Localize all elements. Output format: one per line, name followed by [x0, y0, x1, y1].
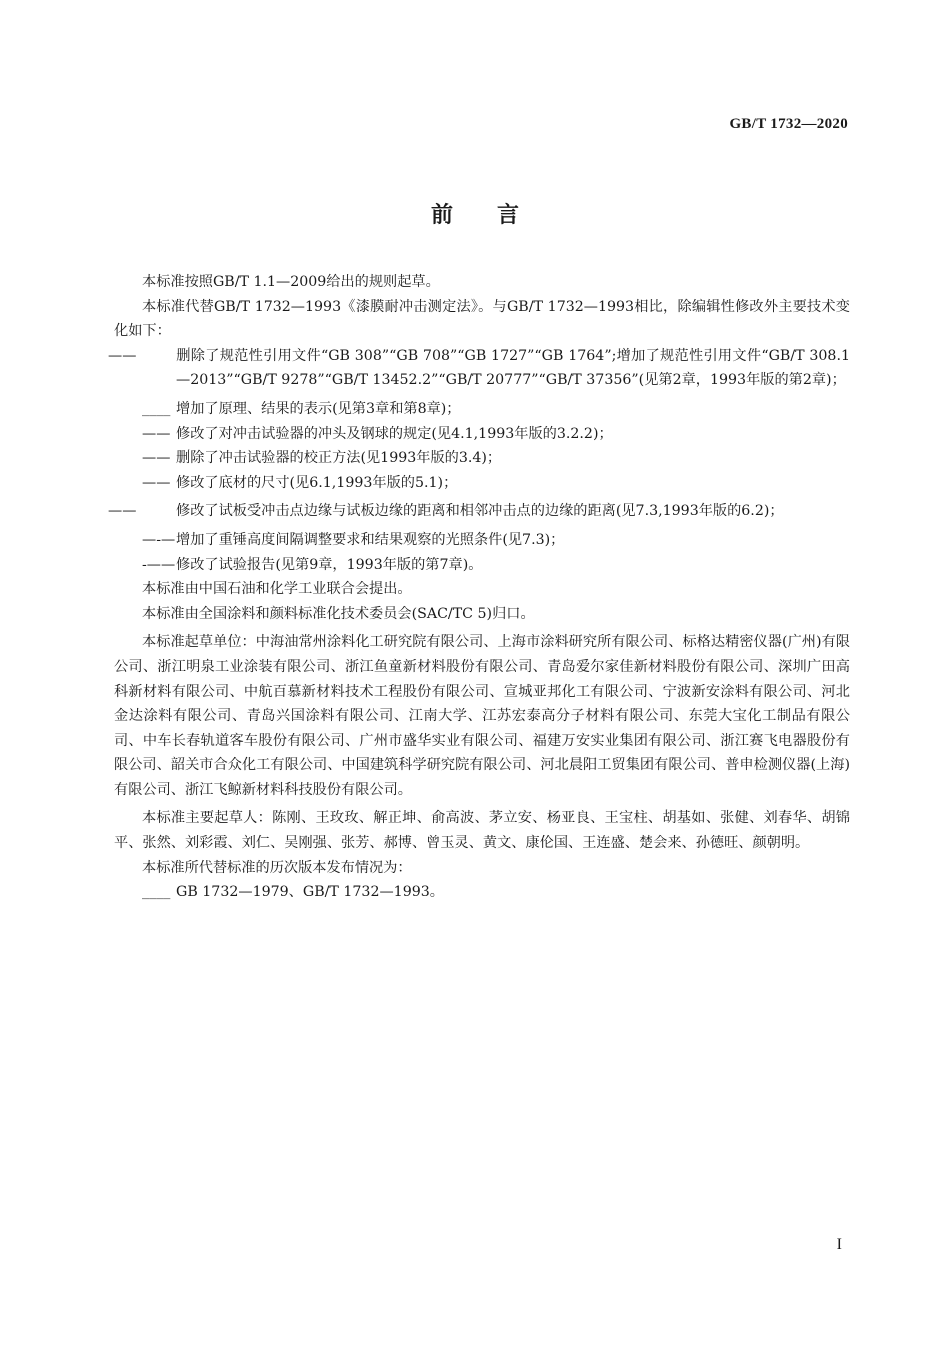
page-title: 前言 [430, 203, 563, 228]
history-text: GB 1732—1979、GB/T 1732—1993。 [176, 884, 444, 901]
change-dash: —— [142, 450, 171, 467]
change-text: 删除了冲击试验器的校正方法(见1993年版的3.4)； [176, 450, 502, 467]
change-dash: —— [108, 347, 137, 364]
standard-code: GB/T 1732—2020 [729, 116, 848, 132]
change-item [108, 344, 850, 393]
paragraph-drafting-units: 本标准起草单位：中海油常州涂料化工研究院有限公司、上海市涂料研究所有限公司、标格达精密仪器(广州)有限公司、浙江明泉工业涂装有限公司、浙江鱼童新材料股份有限公司、青岛爱尔家佳新材料股份有限公司、深圳广田高科新材料有限公司、中航百慕新材料技术工程股份有限公司、宣城亚邦化工有限公司、宁波新安涂料有限公司、河北金达涂料有限公司、青岛兴国涂料有限公司、江南大学、江苏宏泰高分子材料有限公司、东莞大宝化工制品有限公司、中车长春轨道客车股份有限公司、广州市盛华实业有限公司、福建万安实业集团有限公司、浙江赛飞电器股份有限公司、韶关市合众化工有限公司、中国建筑科学研究院有限公司、河北晨阳工贸集团有限公司、普申检测仪器(上海)有限公司、浙江飞鲸新材料科技股份有限公司。 [114, 634, 850, 798]
change-item [114, 446, 850, 471]
change-dash: ____ [142, 400, 171, 417]
paragraph-committee: 本标准由全国涂料和颜料标准化技术委员会(SAC/TC 5)归口。 [142, 605, 535, 622]
change-text: 修改了试板受冲击点边缘与试板边缘的距离和相邻冲击点的边缘的距离(见7.3,1993年版的6.2)； [176, 503, 784, 520]
history-item [114, 880, 850, 905]
paragraph-drafting-rule: 本标准按照GB/T 1.1—2009给出的规则起草。 [142, 274, 440, 290]
change-dash: —— [142, 425, 171, 442]
change-dash: -—— [142, 556, 176, 573]
change-dash: —— [108, 503, 137, 520]
paragraph-history-intro: 本标准所代替标准的历次版本发布情况为： [142, 859, 412, 876]
change-text: 修改了对冲击试验器的冲头及钢球的规定(见4.1,1993年版的3.2.2)； [176, 425, 613, 442]
change-text: 修改了试验报告(见第9章，1993年版的第7章)。 [176, 556, 483, 573]
change-item [108, 499, 850, 524]
change-item [114, 471, 850, 496]
change-item [114, 397, 850, 422]
change-item [114, 528, 850, 553]
change-text: 删除了规范性引用文件“GB 308”“GB 708”“GB 1727”“GB 1764”;增加了规范性引用文件“GB/T 308.1—2013”“GB/T 9278”“GB/T 13452.2”“GB/T 20777”“GB/T 37356”(见第2章，1993年版的第2章)； [176, 347, 850, 389]
paragraph-drafters: 本标准主要起草人：陈刚、王玫玫、解正坤、俞高波、茅立安、杨亚良、王宝柱、胡基如、张健、刘春华、胡锦平、张然、刘彩霞、刘仁、吴刚强、张芳、郝博、曾玉灵、黄文、康伦国、王连盛、楚会来、孙德旺、颜朝明。 [114, 810, 850, 852]
change-dash: —— [142, 474, 171, 491]
change-text: 修改了底材的尺寸(见6.1,1993年版的5.1)； [176, 474, 458, 491]
paragraph-proposer: 本标准由中国石油和化学工业联合会提出。 [142, 581, 412, 598]
paragraph-replacement: 本标准代替GB/T 1732—1993《漆膜耐冲击测定法》。与GB/T 1732—1993相比，除编辑性修改外主要技术变化如下： [114, 298, 850, 340]
page-number: I [836, 1236, 842, 1253]
change-item [114, 553, 850, 578]
document-body [108, 270, 850, 905]
change-text: 增加了重锤高度间隔调整要求和结果观察的光照条件(见7.3)； [176, 531, 565, 548]
change-item [114, 422, 850, 447]
change-text: 增加了原理、结果的表示(见第3章和第8章)； [176, 400, 461, 417]
history-dash: ____ [142, 884, 171, 901]
change-dash: —-— [142, 531, 176, 548]
